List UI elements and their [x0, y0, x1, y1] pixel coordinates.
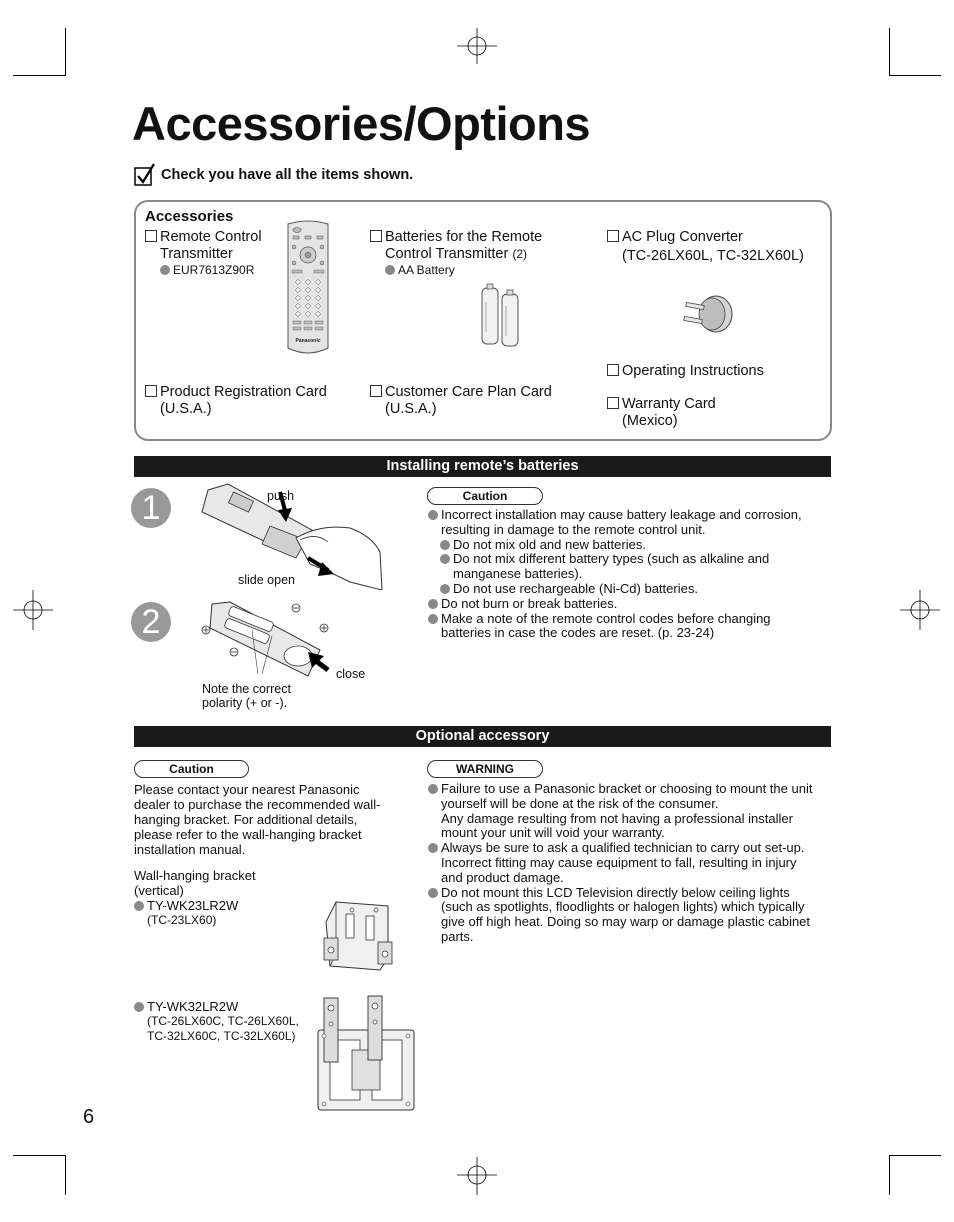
section-bar-optional-accessory: Optional accessory	[134, 726, 831, 747]
batteries-qty: (2)	[512, 247, 527, 261]
bracket-1-fit: (TC-23LX60)	[147, 913, 217, 927]
remote-control-image	[284, 220, 332, 358]
bullet-icon	[428, 614, 438, 624]
checkbox-icon	[370, 230, 382, 242]
accessory-operating-instructions	[607, 363, 764, 380]
bracket-2-fit-2: TC-32LX60C, TC-32LX60L)	[147, 1029, 296, 1043]
optional-caution-text: Please contact your nearest Panasonic dealer to purchase the recommended wall- hanging bracket. For additional details, please refer to the wall-hanging bracket installation manual.	[134, 782, 381, 857]
accessory-registration-card	[145, 384, 327, 418]
bracket-heading: Wall-hanging bracket (vertical)	[134, 868, 256, 898]
label-close: close	[336, 667, 366, 681]
step-2-badge: 2	[131, 602, 171, 642]
remote-line1: Remote Control	[160, 229, 262, 245]
warning-item: Failure to use a Panasonic bracket or choosing to mount the unit yourself will be done at the risk of the consumer. Any damage resulting from not having a professional installer mount your unit will void your warranty.	[428, 782, 830, 841]
section-bar-installing-batteries: Installing remote’s batteries	[134, 456, 831, 477]
accessory-care-plan-card	[370, 384, 552, 418]
checkbox-icon	[607, 397, 619, 409]
warning-list	[428, 782, 830, 945]
registration-line1: Product Registration Card	[160, 384, 327, 400]
care-plan-line1: Customer Care Plan Card	[385, 384, 552, 400]
bracket-2-fit-1: (TC-26LX60C, TC-26LX60L,	[147, 1014, 299, 1028]
checkbox-icon	[370, 385, 382, 397]
wall-bracket-1-image	[320, 898, 398, 974]
accessory-remote	[145, 229, 262, 278]
battery-caution-list	[428, 508, 828, 641]
bullet-icon	[160, 265, 170, 275]
checkbox-icon	[145, 385, 157, 397]
remote-model: EUR7613Z90R	[173, 263, 255, 277]
registration-line2: (U.S.A.)	[160, 401, 212, 417]
accessory-ac-plug	[607, 229, 804, 265]
caution-label-optional: Caution	[134, 760, 249, 778]
polarity-note-line1: Note the correct	[202, 682, 291, 696]
checkbox-icon	[607, 364, 619, 376]
checkbox-checked-icon	[134, 163, 156, 187]
bullet-icon	[440, 584, 450, 594]
bullet-icon	[428, 510, 438, 520]
warning-label: WARNING	[427, 760, 543, 778]
check-instruction	[134, 163, 413, 187]
warning-item: Do not mount this LCD Television directly below ceiling lights (such as spotlights, floodlights or halogen lights) which typically give off high heat. Doing so may warp or damage plastic cabinet parts.	[428, 886, 830, 945]
ac-plug-line2: (TC-26LX60L, TC-32LX60L)	[622, 248, 804, 264]
warranty-line1: Warranty Card	[622, 396, 716, 412]
bullet-icon	[428, 888, 438, 898]
accessories-heading: Accessories	[145, 208, 234, 225]
bullet-icon	[134, 901, 144, 911]
registration-mark-left-icon	[13, 590, 53, 630]
bullet-icon	[428, 599, 438, 609]
bullet-icon	[385, 265, 395, 275]
caution-item: Make a note of the remote control codes before changing batteries in case the codes are reset. (p. 23-24)	[428, 612, 828, 642]
caution-item: Incorrect installation may cause battery leakage and corrosion, resulting in damage to the remote control unit.	[428, 508, 828, 538]
checkbox-icon	[145, 230, 157, 242]
ac-plug-converter-image	[676, 292, 736, 340]
registration-mark-bottom-icon	[457, 1155, 497, 1195]
batteries-sub: AA Battery	[398, 263, 455, 277]
page-number: 6	[83, 1106, 95, 1128]
step-1-badge: 1	[131, 488, 171, 528]
warning-item: Always be sure to ask a qualified technician to carry out set-up. Incorrect fitting may cause equipment to fall, resulting in injury and product damage.	[428, 841, 830, 885]
operating-text: Operating Instructions	[622, 363, 764, 379]
polarity-note-line2: polarity (+ or -).	[202, 696, 288, 710]
bracket-1-model: TY-WK23LR2W	[147, 898, 239, 913]
bullet-icon	[440, 540, 450, 550]
accessory-batteries	[370, 229, 542, 278]
checkbox-icon	[607, 230, 619, 242]
accessory-warranty-card	[607, 396, 716, 430]
bracket-2-model: TY-WK32LR2W	[147, 999, 239, 1014]
label-polarity-note	[202, 682, 291, 710]
caution-item: Do not burn or break batteries.	[428, 597, 828, 612]
bracket-2-info	[134, 999, 299, 1044]
caution-label-batteries: Caution	[427, 487, 543, 505]
registration-mark-top-icon	[457, 28, 497, 68]
caution-item: Do not mix old and new batteries.	[428, 538, 828, 553]
remote-battery-polarity-image	[200, 600, 336, 680]
label-slide-open: slide open	[238, 573, 295, 587]
batteries-line1: Batteries for the Remote	[385, 229, 543, 245]
batteries-line2: Control Transmitter	[385, 246, 509, 262]
bullet-icon	[440, 554, 450, 564]
warranty-line2: (Mexico)	[622, 413, 678, 429]
bullet-icon	[428, 784, 438, 794]
bullet-icon	[134, 1002, 144, 1012]
wall-bracket-2-image	[312, 994, 420, 1114]
registration-mark-right-icon	[900, 590, 940, 630]
caution-item: Do not mix different battery types (such as alkaline and manganese batteries).	[428, 552, 828, 582]
caution-item: Do not use rechargeable (Ni-Cd) batteries.	[428, 582, 828, 597]
label-push: push	[267, 489, 295, 503]
page-title: Accessories/Options	[132, 97, 591, 150]
remote-brand-text: Panasonic	[295, 338, 321, 344]
aa-batteries-image	[478, 282, 524, 348]
bracket-1-info	[134, 898, 238, 928]
bullet-icon	[428, 843, 438, 853]
ac-plug-line1: AC Plug Converter	[622, 229, 743, 245]
check-instruction-text: Check you have all the items shown.	[161, 167, 414, 183]
care-plan-line2: (U.S.A.)	[385, 401, 437, 417]
remote-line2: Transmitter	[160, 246, 233, 262]
